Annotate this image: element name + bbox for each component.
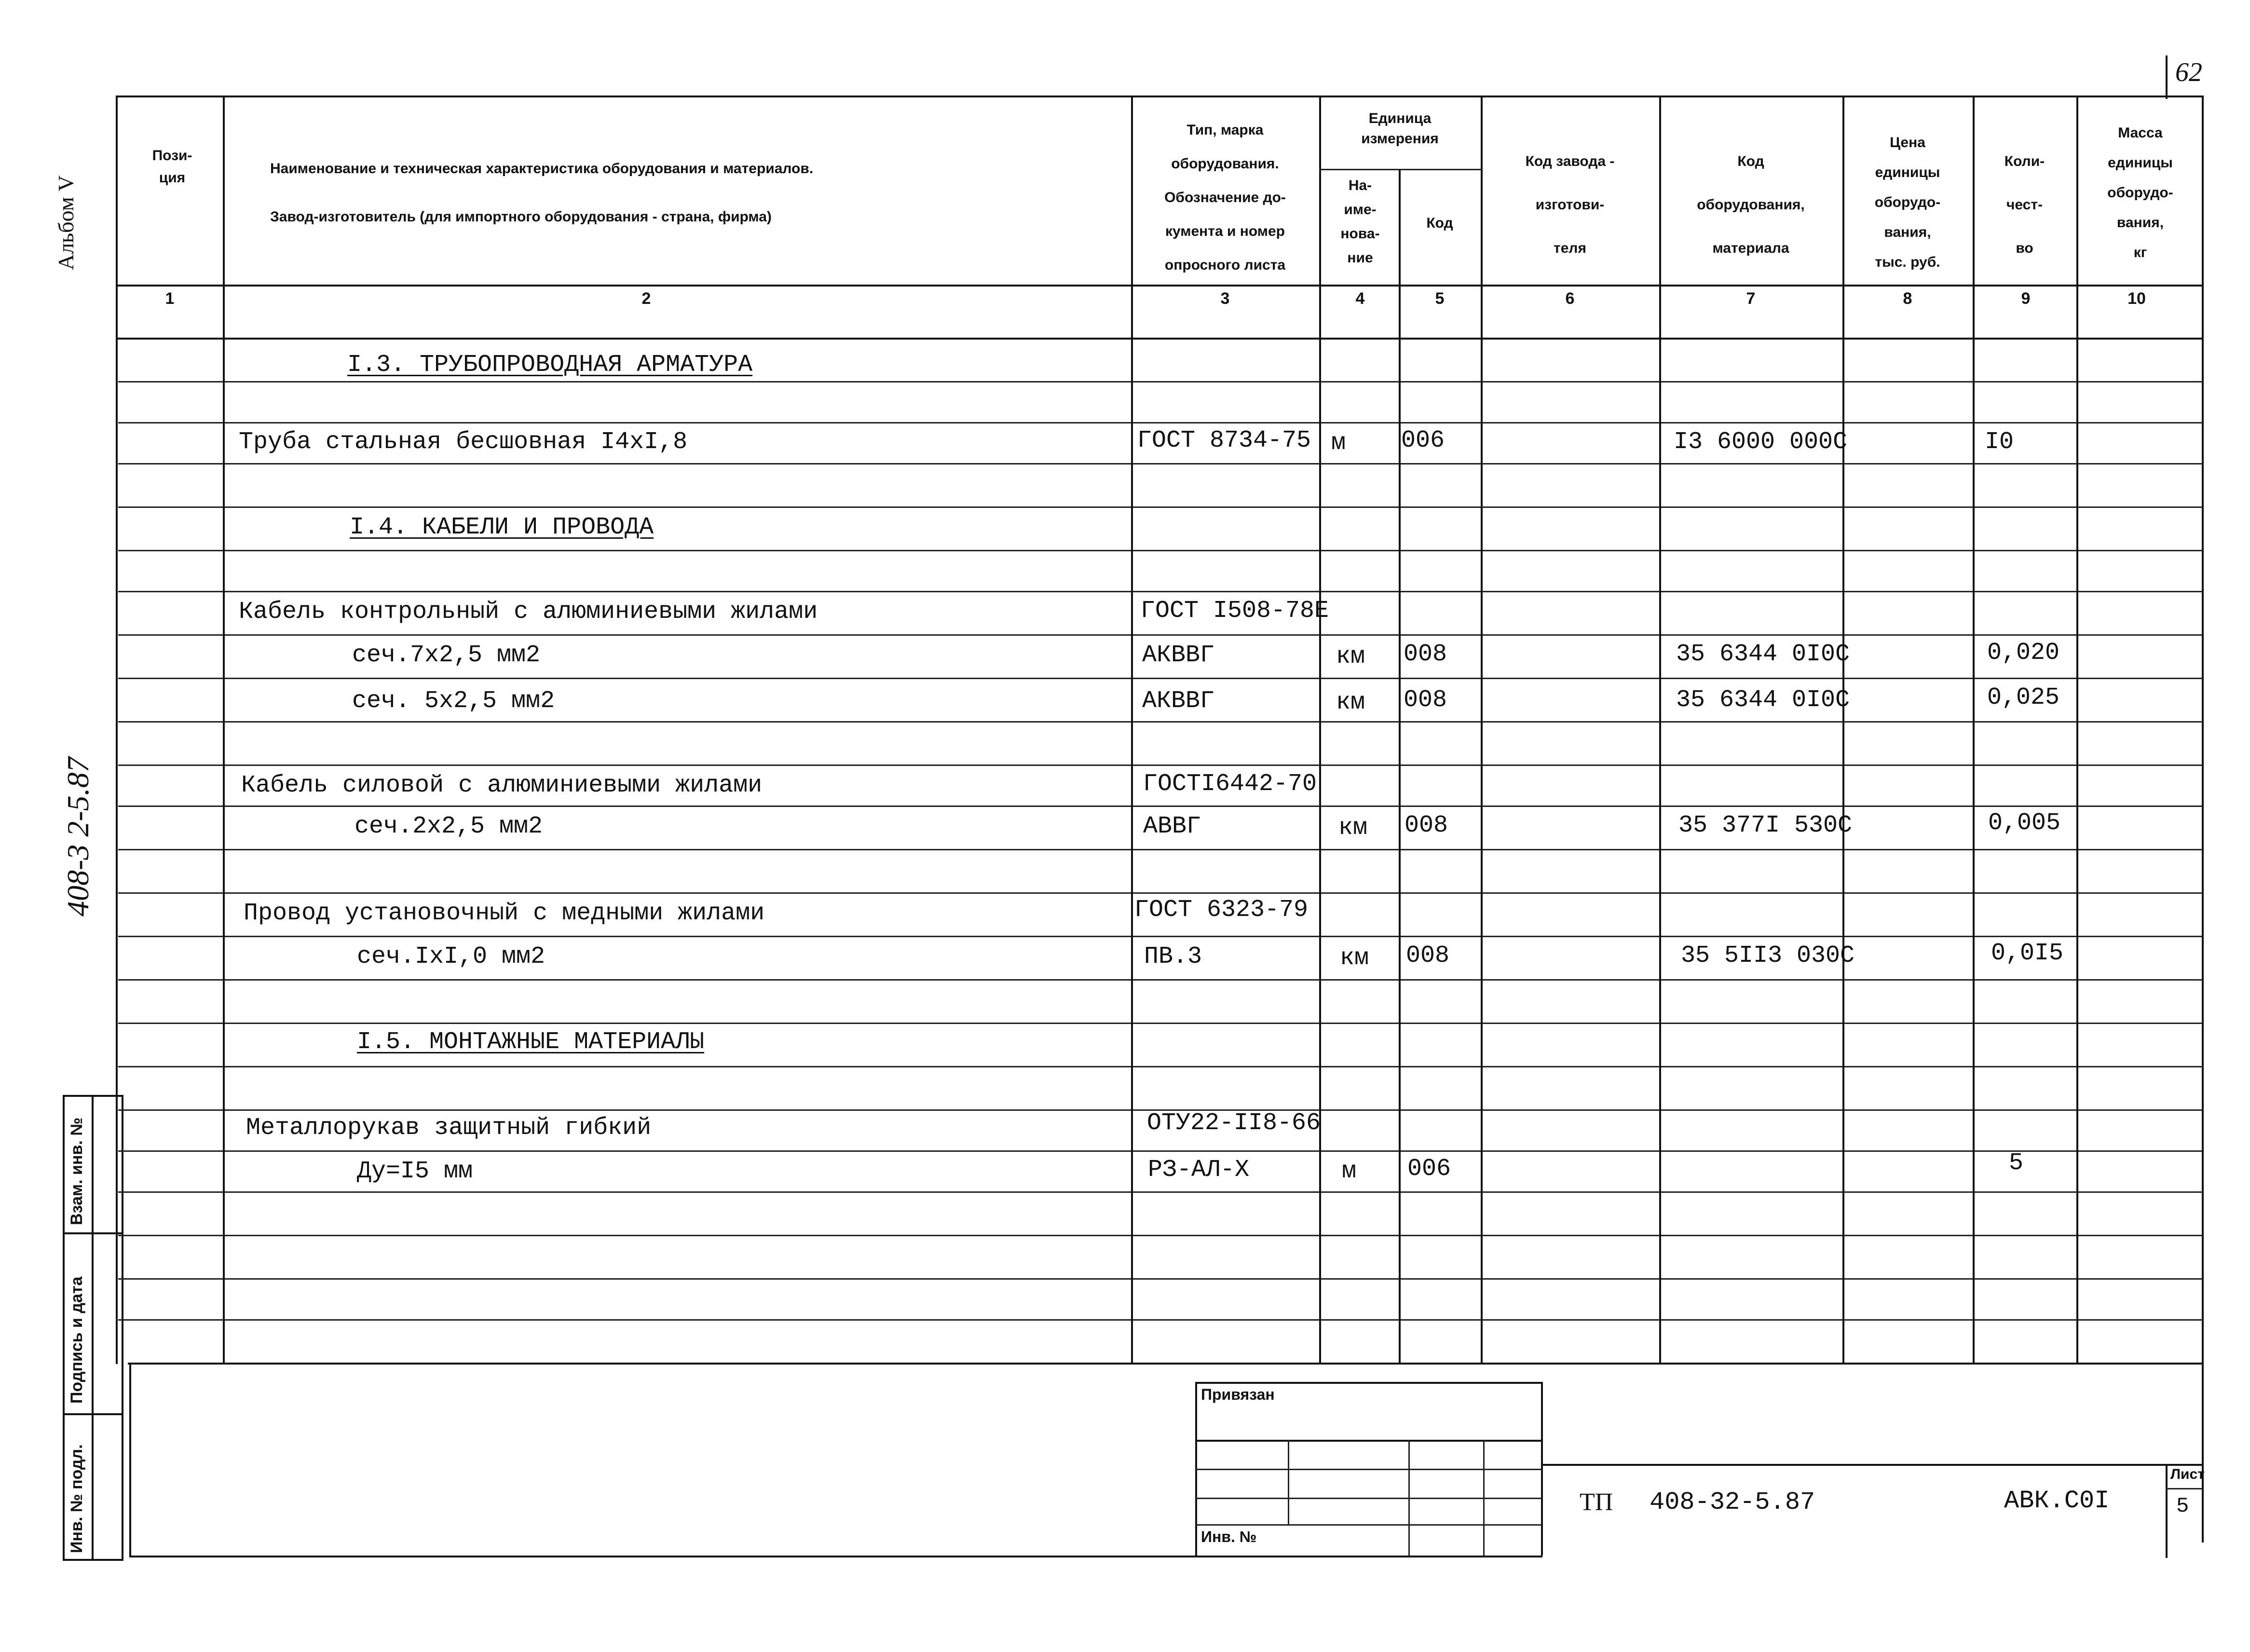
row-name: сеч.7x2,5 мм2 (352, 642, 541, 669)
row-code: 008 (1406, 942, 1450, 969)
stamp-tp-number: 408-32-5.87 (1650, 1488, 1815, 1516)
row-material-code: I3 6000 000С (1674, 428, 1848, 456)
colnum-8: 8 (1903, 289, 1912, 308)
row-material-code: 35 6344 0I0С (1676, 686, 1850, 714)
colnum-1: 1 (165, 289, 175, 308)
row-qty: 0,005 (1988, 809, 2061, 837)
colnum-10: 10 (2127, 289, 2146, 308)
header-col9: Коли- чест- во (2004, 153, 2045, 256)
row-code: 006 (1407, 1155, 1451, 1183)
colnum-2: 2 (641, 289, 651, 308)
row-unit: км (1336, 643, 1365, 670)
row-code: 006 (1401, 427, 1445, 454)
side-stamp (63, 1095, 123, 1560)
section-title: I.5. МОНТАЖНЫЕ МАТЕРИАЛЫ (357, 1028, 705, 1056)
stamp-inv-podl: Инв. № подл. (68, 1444, 86, 1553)
page-number-divider (2166, 55, 2168, 99)
row-unit: км (1338, 814, 1368, 842)
row-material-code: 35 377I 530С (1678, 812, 1853, 839)
row-type: ГОСТ 8734-75 (1137, 427, 1311, 454)
header-col10: Масса единицы оборудо- вания, кг (2107, 125, 2173, 260)
stamp-sign-date: Подпись и дата (68, 1276, 86, 1404)
row-type: РЗ-АЛ-Х (1148, 1156, 1250, 1184)
row-unit: м (1331, 429, 1346, 457)
row-type: АКВВГ (1142, 642, 1215, 669)
row-type: АВВГ (1143, 813, 1201, 840)
header-col7: Код оборудования, материала (1697, 153, 1805, 256)
colnum-3: 3 (1220, 289, 1230, 308)
stamp-list-value: 5 (2176, 1494, 2189, 1518)
stamp-privyazan: Привязан (1201, 1386, 1275, 1403)
row-code: 008 (1405, 812, 1448, 839)
header-col6: Код завода - изготови- теля (1525, 153, 1615, 256)
row-name: Кабель контрольный с алюминиевыми жилами (239, 598, 818, 626)
stamp-inv-no: Инв. № (1201, 1528, 1257, 1545)
row-name: Кабель силовой с алюминиевыми жилами (241, 772, 763, 799)
row-name: сеч. 5x2,5 мм2 (352, 687, 555, 715)
stamp-tp-label: ТП (1580, 1488, 1613, 1516)
row-type: ОТУ22-II8-66 (1147, 1109, 1321, 1137)
header-col4: На- име- нова- ние (1340, 177, 1380, 266)
colnum-7: 7 (1746, 289, 1756, 308)
colnum-9: 9 (2021, 289, 2031, 308)
row-code: 008 (1404, 686, 1447, 714)
header-unit-group: Единица измерения (1361, 110, 1439, 147)
row-name: Ду=I5 мм (357, 1158, 473, 1185)
row-qty: I0 (1985, 428, 2014, 456)
row-name: Труба стальная бесшовная I4xI,8 (239, 428, 688, 456)
row-code: 008 (1404, 641, 1447, 668)
table-top-border (116, 96, 2202, 97)
row-unit: км (1336, 689, 1365, 716)
stamp-list-label: Лист (2170, 1466, 2205, 1482)
doc-code-handwritten: 408-3 2-5.87 (61, 757, 95, 916)
row-unit: м (1342, 1158, 1357, 1185)
header-col3: Тип, марка оборудования. Обозначение до- кумента и номер опросного листа (1164, 122, 1286, 273)
header-col2: Наименование и техническая характеристика оборудования и материалов. Завод-изготовитель (для импортного оборудования - страна, фирма) (270, 161, 814, 225)
colnum-6: 6 (1565, 289, 1575, 308)
row-name: Металлорукав защитный гибкий (246, 1114, 652, 1142)
row-unit: км (1340, 944, 1369, 972)
row-name: Провод установочный с медными жилами (244, 900, 765, 927)
album-label: Альбом V (54, 175, 78, 270)
row-type: ГОСТ I508-78Е (1141, 597, 1329, 625)
header-col5: Код (1426, 215, 1453, 231)
stamp-inv-vzam: Взам. инв. № (68, 1117, 86, 1225)
section-title: I.4. КАБЕЛИ И ПРОВОДА (350, 514, 654, 541)
row-material-code: 35 5II3 030С (1681, 942, 1855, 969)
page-number: 62 (2175, 57, 2202, 87)
row-name: сеч.2x2,5 мм2 (355, 813, 543, 840)
row-qty: 0,025 (1987, 684, 2060, 711)
header-col1: Пози- ция (152, 148, 192, 186)
row-type: АКВВГ (1142, 687, 1215, 715)
header-col8: Цена единицы оборудо- вания, тыс. руб. (1874, 135, 1941, 270)
stamp-doc-code: АВК.С0I (2004, 1487, 2110, 1515)
colnum-4: 4 (1355, 289, 1365, 308)
row-type: ГОСТI6442-70 (1143, 770, 1317, 798)
row-qty: 5 (2009, 1149, 2024, 1177)
row-name: сеч.IxI,0 мм2 (357, 943, 545, 970)
row-qty: 0,0I5 (1991, 940, 2064, 967)
section-title: I.3. ТРУБОПРОВОДНАЯ АРМАТУРА (347, 351, 753, 379)
row-qty: 0,020 (1987, 639, 2060, 667)
row-material-code: 35 6344 0I0С (1676, 641, 1850, 668)
row-type: ПВ.3 (1144, 943, 1202, 970)
row-type: ГОСТ 6323-79 (1134, 896, 1309, 924)
colnum-5: 5 (1435, 289, 1445, 308)
